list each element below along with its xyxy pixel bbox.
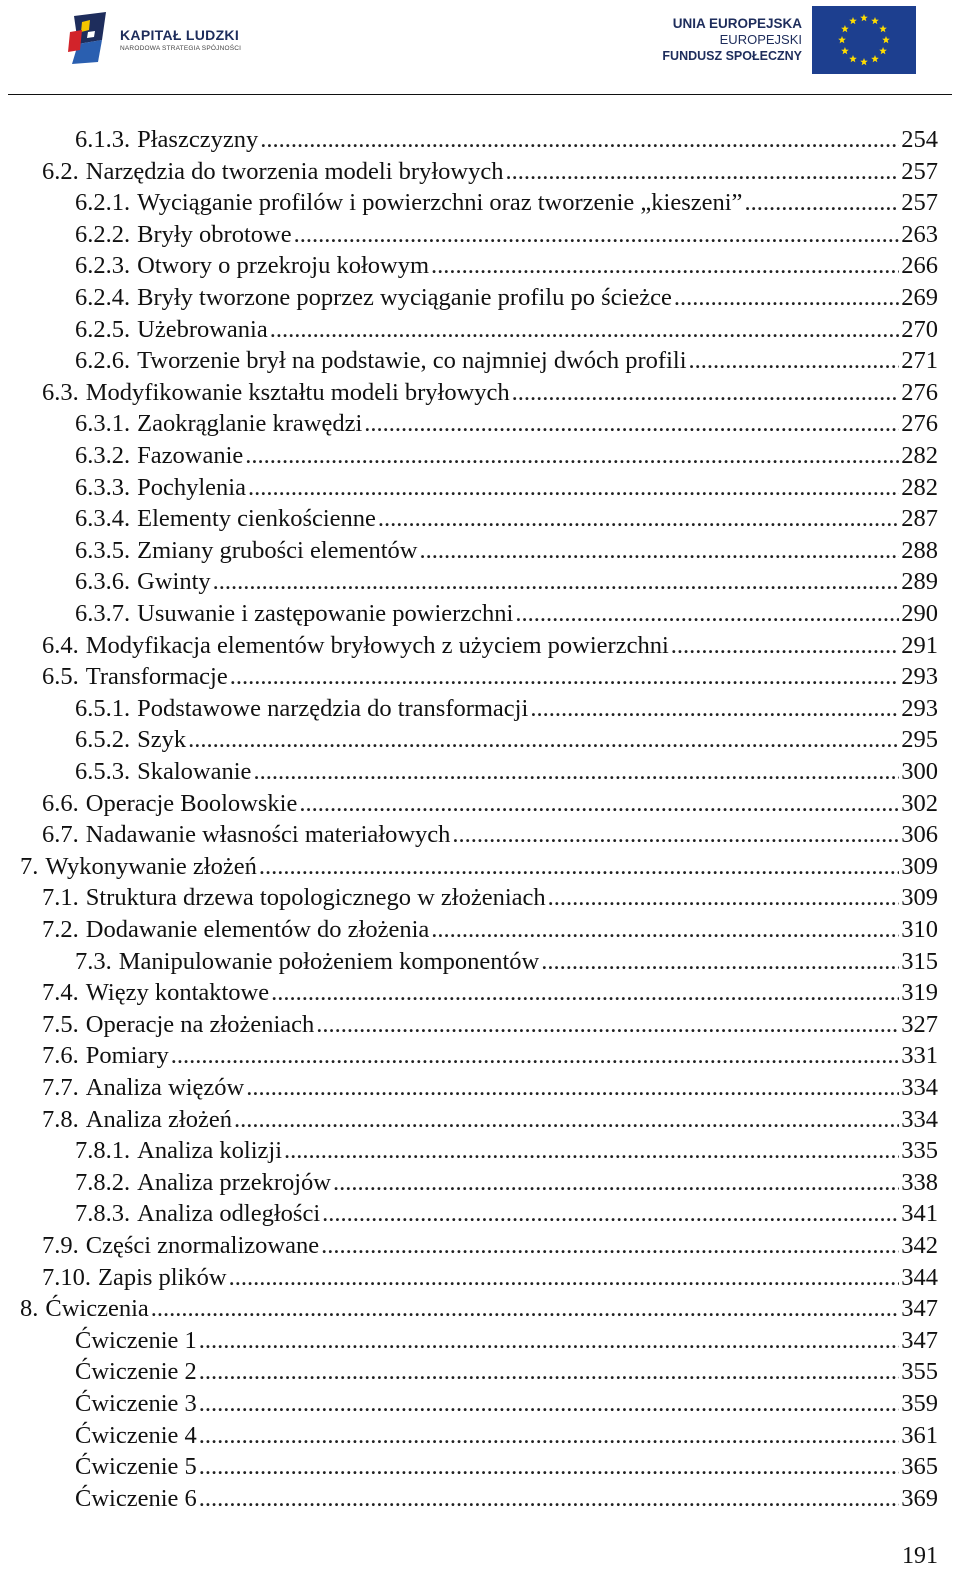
toc-dot-leader [515,599,899,629]
toc-entry-title: Otwory o przekroju kołowym [137,252,430,280]
toc-dot-leader [299,789,899,819]
toc-entry[interactable] [75,1452,938,1482]
toc-entry[interactable] [42,978,938,1008]
toc-entry-number: 6.3.5. [75,536,131,564]
toc-entry-title: Manipulowanie położeniem komponentów [118,947,540,975]
toc-entry[interactable] [75,567,938,597]
toc-entry-page: 289 [901,568,938,596]
toc-entry-title: Części znormalizowane [85,1232,320,1259]
toc-entry[interactable] [75,536,938,566]
toc-entry-page: 334 [901,1105,938,1133]
toc-entry-page: 302 [901,789,938,817]
toc-entry-page: 295 [901,726,938,754]
toc-entry-page: 257 [901,189,938,217]
toc-entry-title: Operacje na złożeniach [85,1010,315,1038]
toc-dot-leader [530,694,899,724]
toc-dot-leader [199,1326,899,1356]
toc-entry-number: 7. [20,852,39,880]
toc-entry[interactable] [75,441,938,471]
toc-entry[interactable] [42,1041,938,1071]
toc-entry-title: Podstawowe narzędzia do transformacji [137,694,529,722]
toc-entry[interactable] [20,852,938,882]
toc-dot-leader [321,1231,899,1261]
toc-entry-page: 276 [901,378,938,406]
toc-entry-title: Elementy cienkościenne [137,505,376,533]
toc-entry-page: 359 [901,1390,938,1417]
toc-dot-leader [512,378,900,408]
toc-entry-title: Skalowanie [137,758,252,785]
toc-dot-leader [294,220,900,250]
toc-entry-number: 6.5.3. [75,758,131,785]
toc-entry-title: Operacje Boolowskie [85,789,298,817]
toc-entry[interactable] [42,789,938,819]
toc-entry[interactable] [42,1010,938,1040]
toc-entry[interactable] [20,1294,938,1324]
toc-entry-number: 6.3. [42,378,79,406]
toc-dot-leader [188,725,899,755]
toc-entry-page: 254 [901,126,938,153]
toc-dot-leader [230,662,900,692]
toc-entry-number: 7.4. [42,979,79,1007]
toc-entry-title: Modyfikacja elementów bryłowych z użyciem powierzchni [85,631,669,659]
toc-dot-leader [333,1168,899,1198]
toc-entry-page: 365 [901,1453,938,1481]
toc-entry-page: 288 [901,536,938,564]
toc-entry-number: 6.2.6. [75,347,131,375]
toc-entry-number: 6.3.6. [75,568,131,596]
toc-entry-title: Zaokrąglanie krawędzi [137,410,363,438]
toc-entry-number: 7.9. [42,1232,79,1259]
toc-entry-title: Ćwiczenie 5 [75,1453,197,1481]
toc-dot-leader [541,947,899,977]
toc-entry-number: 7.1. [42,884,79,912]
toc-entry[interactable] [75,220,938,250]
toc-entry[interactable] [75,125,938,155]
toc-entry[interactable] [75,757,938,787]
toc-entry-title: Wyciąganie profilów i powierzchni oraz tworzenie „kieszeni” [137,189,743,217]
toc-entry-title: Dodawanie elementów do złożenia [85,916,430,943]
toc-entry[interactable] [42,662,938,692]
toc-entry[interactable] [42,915,938,945]
toc-entry-title: Ćwiczenie 2 [75,1358,197,1386]
toc-entry-title: Zmiany grubości elementów [137,536,418,564]
toc-entry-title: Bryły obrotowe [137,220,292,248]
toc-dot-leader [505,157,899,187]
toc-entry-number: 6.2.1. [75,189,131,217]
toc-entry[interactable] [42,820,938,850]
toc-dot-leader [671,631,899,661]
toc-entry-page: 257 [901,157,938,185]
toc-entry-title: Analiza przekrojów [137,1168,331,1196]
toc-entry[interactable] [75,1168,938,1198]
toc-entry-page: 306 [901,821,938,849]
toc-entry-number: 8. [20,1295,39,1323]
toc-entry-title: Ćwiczenie 4 [75,1421,197,1449]
eu-line-3: FUNDUSZ SPOŁECZNY [662,49,802,63]
toc-entry-number: 6.3.7. [75,600,131,627]
toc-entry[interactable] [75,947,938,977]
kapital-ludzki-subtitle: NARODOWA STRATEGIA SPÓJNOŚCI [120,45,242,52]
toc-entry[interactable] [75,409,938,439]
toc-entry-page: 331 [901,1042,938,1070]
toc-entry-number: 7.8.3. [75,1200,131,1228]
toc-entry-title: Modyfikowanie kształtu modeli bryłowych [85,378,510,406]
toc-entry-page: 293 [901,694,938,722]
toc-entry-number: 7.8.2. [75,1168,131,1196]
toc-dot-leader [284,1136,899,1166]
eu-logo [652,6,920,76]
toc-dot-leader [259,852,899,882]
toc-dot-leader [245,441,899,471]
toc-entry-page: 291 [901,631,938,659]
toc-entry-page: 269 [901,284,938,311]
toc-dot-leader [213,567,900,597]
toc-entry-number: 6.3.1. [75,410,131,438]
toc-entry[interactable] [75,1136,938,1166]
toc-entry-page: 276 [901,410,938,438]
toc-dot-leader [260,125,899,155]
toc-entry-page: 319 [901,979,938,1007]
toc-entry[interactable] [75,251,938,281]
toc-dot-leader [253,757,899,787]
toc-entry-page: 310 [901,916,938,943]
toc-entry-page: 287 [901,505,938,533]
toc-dot-leader [548,883,900,913]
toc-entry-number: 6.2.5. [75,315,131,343]
toc-entry[interactable] [75,1484,938,1514]
toc-entry-title: Ćwiczenie 3 [75,1390,197,1417]
toc-entry-page: 327 [901,1010,938,1038]
toc-dot-leader [151,1294,899,1324]
toc-entry[interactable] [42,883,938,913]
toc-entry-page: 347 [901,1326,938,1354]
toc-entry[interactable] [75,1199,938,1229]
toc-entry-page: 361 [901,1421,938,1449]
toc-entry[interactable] [75,346,938,376]
toc-entry-page: 266 [901,252,938,280]
page-header [0,0,960,100]
toc-entry[interactable] [75,315,938,345]
toc-entry-title: Narzędzia do tworzenia modeli bryłowych [85,157,504,185]
toc-entry-title: Gwinty [137,568,211,596]
toc-entry-title: Transformacje [85,663,228,691]
toc-entry[interactable] [42,1263,938,1293]
toc-entry-number: 7.8. [42,1105,79,1133]
toc-entry-number: 6.5.1. [75,694,131,722]
toc-entry-title: Analiza złożeń [85,1105,232,1133]
toc-entry-title: Bryły tworzone poprzez wyciąganie profilu po ścieżce [137,284,672,311]
toc-dot-leader [316,1010,899,1040]
toc-entry-title: Szyk [137,726,187,754]
toc-dot-leader [229,1263,900,1293]
toc-entry-number: 7.8.1. [75,1137,131,1165]
toc-entry-title: Pochylenia [137,473,246,501]
toc-entry-number: 6.5. [42,663,79,691]
toc-entry-title: Fazowanie [137,442,244,469]
eu-flag-icon [812,6,916,74]
toc-entry-page: 335 [901,1137,938,1165]
eu-text [662,15,802,64]
toc-entry-title: Wykonywanie złożeń [45,852,257,880]
toc-dot-leader [431,915,899,945]
toc-entry[interactable] [75,188,938,218]
toc-dot-leader [364,409,899,439]
toc-entry-page: 290 [901,600,938,627]
toc-dot-leader [689,346,900,376]
toc-dot-leader [234,1105,899,1135]
toc-entry-page: 270 [901,315,938,343]
toc-dot-leader [199,1421,899,1451]
toc-entry-page: 282 [901,442,938,469]
toc-entry-number: 7.10. [42,1263,91,1291]
toc-entry-title: Nadawanie własności materiałowych [85,821,451,849]
toc-entry-title: Analiza więzów [85,1074,245,1101]
toc-entry[interactable] [75,1357,938,1387]
page-number: 191 [902,1543,938,1569]
toc-entry[interactable] [75,1421,938,1451]
toc-dot-leader [199,1484,899,1514]
toc-dot-leader [744,188,899,218]
toc-entry-title: Analiza kolizji [137,1137,283,1165]
toc-entry-title: Struktura drzewa topologicznego w złożeniach [85,884,546,912]
toc-dot-leader [199,1389,899,1419]
toc-entry-page: 271 [901,347,938,375]
toc-entry-page: 344 [901,1263,938,1291]
toc-entry-number: 6.2.4. [75,284,131,311]
toc-dot-leader [199,1357,899,1387]
toc-entry[interactable] [75,1389,938,1419]
toc-dot-leader [431,251,899,281]
toc-entry-title: Użebrowania [137,315,268,343]
toc-dot-leader [199,1452,899,1482]
toc-entry[interactable] [75,694,938,724]
toc-dot-leader [378,504,899,534]
eu-line-1: UNIA EUROPEJSKA [672,16,802,31]
toc-entry-page: 309 [901,852,938,880]
toc-entry-title: Ćwiczenie 6 [75,1484,197,1512]
toc-entry-number: 6.3.2. [75,442,131,469]
toc-entry-page: 338 [901,1168,938,1196]
toc-entry-number: 7.5. [42,1010,79,1038]
toc-entry-title: Ćwiczenia [45,1295,149,1323]
toc-entry-title: Więzy kontaktowe [85,979,270,1007]
toc-dot-leader [171,1041,899,1071]
toc-entry-title: Płaszczyzny [137,126,259,153]
toc-entry-page: 342 [901,1232,938,1259]
toc-entry-title: Usuwanie i zastępowanie powierzchni [137,600,514,627]
toc-entry[interactable] [42,1231,938,1261]
toc-entry-title: Ćwiczenie 1 [75,1326,197,1354]
toc-entry-number: 6.4. [42,631,79,659]
toc-entry[interactable] [42,631,938,661]
kapital-ludzki-logo [68,10,268,66]
toc-entry-page: 334 [901,1074,938,1101]
toc-entry-page: 355 [901,1358,938,1386]
toc-entry[interactable] [42,378,938,408]
toc-entry-page: 315 [901,947,938,975]
toc-entry-title: Pomiary [85,1042,169,1070]
toc-dot-leader [271,978,899,1008]
toc-entry[interactable] [75,599,938,629]
toc-entry-number: 7.7. [42,1074,79,1101]
eu-line-2: EUROPEJSKI [719,32,802,47]
toc-entry-number: 6.5.2. [75,726,131,754]
toc-entry-number: 7.3. [75,947,112,975]
toc-entry[interactable] [42,1073,938,1103]
toc-entry-number: 6.2.2. [75,220,131,248]
toc-entry[interactable] [75,725,938,755]
toc-entry-page: 263 [901,220,938,248]
toc-dot-leader [246,1073,899,1103]
toc-entry-number: 7.6. [42,1042,79,1070]
toc-entry[interactable] [42,157,938,187]
toc-entry-page: 282 [901,473,938,501]
toc-entry-page: 300 [901,758,938,785]
toc-entry-page: 309 [901,884,938,912]
toc-entry-page: 341 [901,1200,938,1228]
kapital-ludzki-title: KAPITAŁ LUDZKI [120,27,240,43]
toc-entry-number: 6.1.3. [75,126,131,153]
toc-entry-title: Tworzenie brył na podstawie, co najmniej dwóch profili [137,347,687,375]
toc-entry-number: 6.2.3. [75,252,131,280]
toc-dot-leader [452,820,899,850]
toc-entry[interactable] [42,1105,938,1135]
toc-entry-page: 347 [901,1295,938,1323]
toc-entry[interactable] [75,473,938,503]
toc-entry-page: 369 [901,1484,938,1512]
toc-entry-number: 7.2. [42,916,79,943]
toc-entry[interactable] [75,283,938,313]
toc-entry-number: 6.3.4. [75,505,131,533]
toc-dot-leader [248,473,899,503]
toc-entry-title: Analiza odległości [137,1200,321,1228]
header-divider [8,94,952,95]
toc-dot-leader [322,1199,899,1229]
toc-dot-leader [674,283,899,313]
toc-entry-number: 6.6. [42,789,79,817]
toc-entry[interactable] [75,1326,938,1356]
toc-dot-leader [419,536,899,566]
toc-entry-number: 6.3.3. [75,473,131,501]
toc-entry-page: 293 [901,663,938,691]
toc-dot-leader [270,315,900,345]
toc-entry-number: 6.2. [42,157,79,185]
kapital-ludzki-emblem-icon [68,10,112,66]
toc-entry[interactable] [75,504,938,534]
toc-entry-number: 6.7. [42,821,79,849]
toc-entry-title: Zapis plików [98,1263,227,1291]
